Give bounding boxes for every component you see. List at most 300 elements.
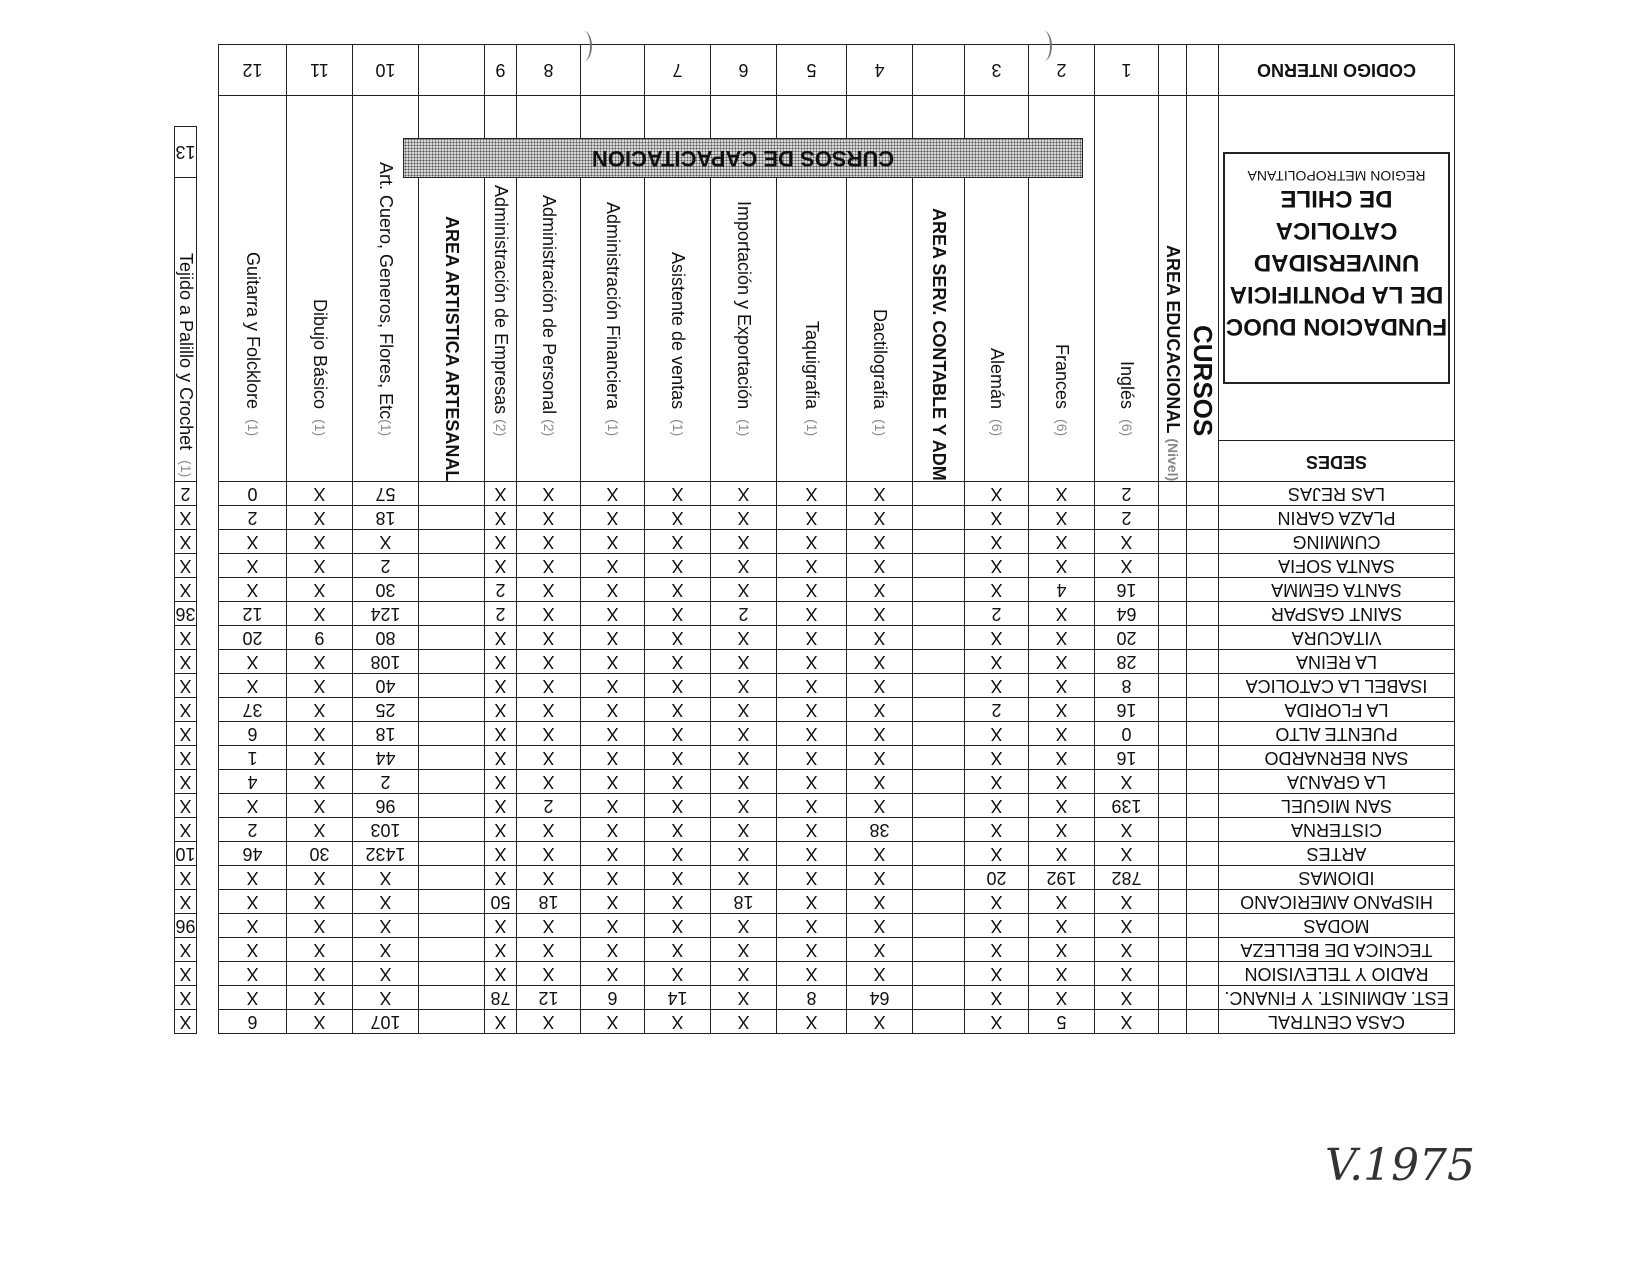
enrollment-cell: 1: [219, 746, 287, 770]
enrollment-cell: X: [1029, 650, 1095, 674]
enrollment-cell: X: [777, 674, 847, 698]
enrollment-cell: X: [965, 962, 1029, 986]
enrollment-cell: X: [1029, 482, 1095, 506]
enrollment-cell: 96: [353, 794, 419, 818]
enrollment-cell: X: [645, 722, 711, 746]
separator-cell: [1159, 842, 1187, 866]
enrollment-cell: X: [517, 818, 581, 842]
enrollment-cell: X: [175, 698, 197, 722]
enrollment-cell: 2: [517, 794, 581, 818]
enrollment-cell: X: [711, 722, 777, 746]
code-5: 5: [777, 45, 847, 96]
enrollment-cell: X: [287, 602, 353, 626]
enrollment-cell: 46: [219, 842, 287, 866]
area-contable-header: AREA SERV. CONTABLE Y ADM: [913, 96, 965, 482]
punch-hole-left: [576, 31, 592, 61]
enrollment-cell: 40: [353, 674, 419, 698]
sede-name: EST. ADMINIST. Y FINANC.: [1219, 986, 1455, 1010]
separator-cell: [913, 482, 965, 506]
enrollment-cell: 96: [175, 914, 197, 938]
enrollment-cell: X: [287, 818, 353, 842]
enrollment-cell: X: [485, 506, 517, 530]
enrollment-cell: X: [353, 530, 419, 554]
enrollment-cell: X: [581, 794, 645, 818]
separator-cell: [1159, 530, 1187, 554]
enrollment-cell: X: [847, 554, 913, 578]
sede-row: [219, 554, 1455, 578]
enrollment-cell: 18: [517, 890, 581, 914]
enrollment-cell: X: [1029, 914, 1095, 938]
area-artistica-header: AREA ARTISTICA ARTESANAL: [419, 96, 485, 482]
enrollment-cell: 4: [219, 770, 287, 794]
separator-cell: [1187, 818, 1219, 842]
enrollment-cell: 20: [1095, 626, 1159, 650]
separator-cell: [913, 938, 965, 962]
enrollment-cell: X: [645, 530, 711, 554]
enrollment-cell: X: [287, 578, 353, 602]
enrollment-cell: X: [219, 674, 287, 698]
sede-row: [219, 650, 1455, 674]
enrollment-cell: X: [517, 842, 581, 866]
punch-hole-right: [1036, 31, 1052, 61]
code-1: 1: [1095, 45, 1159, 96]
enrollment-cell: X: [581, 722, 645, 746]
separator-cell: [1187, 986, 1219, 1010]
sede-row: [219, 986, 1455, 1010]
code-2: 2: [1029, 45, 1095, 96]
enrollment-cell: X: [711, 866, 777, 890]
enrollment-cell: 4: [1029, 578, 1095, 602]
enrollment-cell: X: [777, 842, 847, 866]
enrollment-cell: X: [711, 986, 777, 1010]
separator-cell: [419, 554, 485, 578]
sede-row: [219, 842, 1455, 866]
enrollment-cell: X: [965, 746, 1029, 770]
enrollment-cell: X: [485, 818, 517, 842]
enrollment-cell: X: [581, 530, 645, 554]
enrollment-cell: X: [847, 650, 913, 674]
sede-row: [219, 482, 1455, 506]
enrollment-cell: X: [1095, 890, 1159, 914]
course-name-admin-financiera: Administración Financiera (1): [581, 96, 645, 482]
enrollment-cell: X: [581, 650, 645, 674]
enrollment-cell: X: [485, 482, 517, 506]
separator-cell: [419, 650, 485, 674]
separator-cell: [1187, 602, 1219, 626]
enrollment-cell: X: [777, 554, 847, 578]
enrollment-cell: X: [645, 890, 711, 914]
enrollment-cell: X: [847, 962, 913, 986]
sede-name: LA FLORIDA: [1219, 698, 1455, 722]
sede-name: CASA CENTRAL: [1219, 1010, 1455, 1034]
enrollment-cell: X: [485, 938, 517, 962]
separator-cell: [1159, 986, 1187, 1010]
separator-cell: [1159, 506, 1187, 530]
enrollment-cell: X: [777, 962, 847, 986]
enrollment-cell: X: [1095, 914, 1159, 938]
code-7: 7: [645, 45, 711, 96]
enrollment-cell: 2: [353, 770, 419, 794]
enrollment-cell: 6: [581, 986, 645, 1010]
code-10: 10: [353, 45, 419, 96]
enrollment-cell: X: [581, 602, 645, 626]
separator-cell: [1187, 698, 1219, 722]
enrollment-cell: X: [287, 986, 353, 1010]
separator-cell: [1159, 626, 1187, 650]
sedes-header: SEDES: [1219, 441, 1455, 482]
enrollment-cell: X: [965, 938, 1029, 962]
enrollment-cell: X: [485, 770, 517, 794]
separator-cell: [1159, 602, 1187, 626]
course-name-row: [219, 441, 1455, 482]
code-blank-c: [913, 45, 965, 96]
sede-row: [219, 890, 1455, 914]
enrollment-cell: X: [1029, 818, 1095, 842]
enrollment-cell: X: [965, 914, 1029, 938]
sede-name: SANTA SOFIA: [1219, 554, 1455, 578]
enrollment-cell: X: [847, 1010, 913, 1034]
enrollment-cell: X: [847, 938, 913, 962]
institution-logo-box: [1223, 152, 1450, 384]
enrollment-cell: X: [847, 794, 913, 818]
enrollment-cell: X: [847, 602, 913, 626]
separator-cell: [913, 626, 965, 650]
course-name-10: Art. Cuero, Generos, Flores, Etc(1): [353, 96, 419, 482]
enrollment-cell: X: [1029, 746, 1095, 770]
code-12: 12: [219, 45, 287, 96]
enrollment-cell: X: [645, 866, 711, 890]
sede-name: VITACURA: [1219, 626, 1455, 650]
enrollment-cell: 16: [1095, 746, 1159, 770]
sede-name: IDIOMAS: [1219, 866, 1455, 890]
enrollment-cell: X: [965, 554, 1029, 578]
enrollment-cell: X: [1095, 530, 1159, 554]
separator-cell: [1159, 818, 1187, 842]
separator-cell: [419, 818, 485, 842]
course-13-table: [174, 126, 197, 1034]
enrollment-cell: X: [1095, 818, 1159, 842]
separator-cell: [1187, 842, 1219, 866]
enrollment-cell: X: [353, 890, 419, 914]
enrollment-cell: X: [777, 1010, 847, 1034]
enrollment-cell: X: [581, 626, 645, 650]
separator-cell: [1187, 962, 1219, 986]
separator-cell: [913, 506, 965, 530]
sede-name: LA GRANJA: [1219, 770, 1455, 794]
separator-cell: [1159, 674, 1187, 698]
sede-name: PUENTE ALTO: [1219, 722, 1455, 746]
enrollment-cell: X: [777, 770, 847, 794]
enrollment-cell: X: [517, 578, 581, 602]
enrollment-cell: X: [847, 530, 913, 554]
enrollment-cell: X: [1095, 962, 1159, 986]
enrollment-cell: X: [1095, 938, 1159, 962]
enrollment-cell: X: [287, 674, 353, 698]
enrollment-cell: 2: [219, 818, 287, 842]
enrollment-cell: X: [777, 506, 847, 530]
enrollment-cell: X: [1029, 554, 1095, 578]
separator-cell: [913, 578, 965, 602]
separator-cell: [1187, 866, 1219, 890]
separator-cell: [419, 914, 485, 938]
enrollment-cell: 8: [777, 986, 847, 1010]
enrollment-cell: X: [711, 578, 777, 602]
separator-cell: [419, 674, 485, 698]
enrollment-cell: X: [175, 578, 197, 602]
enrollment-cell: 2: [711, 602, 777, 626]
enrollment-cell: X: [175, 770, 197, 794]
enrollment-cell: 107: [353, 1010, 419, 1034]
enrollment-cell: 2: [353, 554, 419, 578]
course-name-3: Alemán (6): [965, 96, 1029, 482]
sede-name: SAN BERNARDO: [1219, 746, 1455, 770]
enrollment-cell: X: [517, 698, 581, 722]
enrollment-cell: X: [517, 602, 581, 626]
enrollment-cell: 192: [1029, 866, 1095, 890]
enrollment-cell: X: [517, 674, 581, 698]
enrollment-cell: X: [847, 674, 913, 698]
region-label: REGION METROPOLITANA: [1247, 168, 1426, 185]
enrollment-cell: X: [1095, 770, 1159, 794]
sede-name: LAS REJAS: [1219, 482, 1455, 506]
enrollment-cell: X: [711, 626, 777, 650]
separator-cell: [1187, 770, 1219, 794]
enrollment-cell: X: [485, 626, 517, 650]
separator-cell: [1187, 890, 1219, 914]
enrollment-cell: X: [287, 866, 353, 890]
separator-cell: [1187, 482, 1219, 506]
separator-cell: [913, 602, 965, 626]
enrollment-cell: X: [645, 938, 711, 962]
enrollment-cell: X: [1029, 794, 1095, 818]
enrollment-cell: 37: [219, 698, 287, 722]
enrollment-cell: X: [777, 938, 847, 962]
enrollment-cell: X: [645, 962, 711, 986]
enrollment-cell: X: [965, 770, 1029, 794]
enrollment-cell: X: [517, 914, 581, 938]
handwritten-note: V.1975: [1325, 1140, 1476, 1191]
sede-name: HISPANO AMERICANO: [1219, 890, 1455, 914]
sede-name: RADIO Y TELEVISION: [1219, 962, 1455, 986]
separator-cell: [419, 842, 485, 866]
enrollment-cell: 57: [353, 482, 419, 506]
enrollment-cell: X: [1095, 554, 1159, 578]
separator-cell: [1187, 938, 1219, 962]
enrollment-cell: X: [847, 746, 913, 770]
separator-cell: [1187, 506, 1219, 530]
enrollment-cell: X: [353, 962, 419, 986]
sede-row: [219, 530, 1455, 554]
enrollment-cell: X: [219, 530, 287, 554]
enrollment-cell: X: [175, 674, 197, 698]
separator-cell: [1187, 914, 1219, 938]
enrollment-cell: X: [219, 986, 287, 1010]
enrollment-cell: X: [353, 866, 419, 890]
enrollment-cell: X: [581, 698, 645, 722]
enrollment-cell: X: [711, 1010, 777, 1034]
enrollment-cell: 9: [287, 626, 353, 650]
enrollment-cell: X: [965, 986, 1029, 1010]
cursos-header: CURSOS: [1187, 96, 1219, 482]
enrollment-cell: X: [645, 746, 711, 770]
institution-name: FUNDACION DUOC DE LA PONTIFICIA UNIVERSIDAD CATOLICA DE CHILE: [1225, 185, 1448, 341]
enrollment-cell: 44: [353, 746, 419, 770]
code-4: 4: [847, 45, 913, 96]
enrollment-cell: X: [287, 914, 353, 938]
enrollment-cell: X: [353, 938, 419, 962]
enrollment-cell: X: [847, 698, 913, 722]
separator-cell: [913, 866, 965, 890]
separator-cell: [1159, 650, 1187, 674]
enrollment-cell: X: [645, 650, 711, 674]
enrollment-cell: 20: [965, 866, 1029, 890]
separator-cell: [419, 986, 485, 1010]
enrollment-cell: X: [219, 914, 287, 938]
separator-cell: [419, 722, 485, 746]
enrollment-cell: X: [777, 650, 847, 674]
enrollment-cell: 0: [219, 482, 287, 506]
enrollment-cell: X: [485, 554, 517, 578]
separator-cell: [1159, 722, 1187, 746]
enrollment-cell: X: [485, 1010, 517, 1034]
sede-row: [219, 914, 1455, 938]
enrollment-cell: X: [645, 842, 711, 866]
enrollment-cell: X: [777, 698, 847, 722]
enrollment-cell: X: [777, 530, 847, 554]
enrollment-cell: X: [175, 746, 197, 770]
enrollment-cell: X: [1029, 986, 1095, 1010]
enrollment-cell: 16: [1095, 578, 1159, 602]
enrollment-cell: X: [175, 818, 197, 842]
sede-row: [219, 626, 1455, 650]
enrollment-cell: X: [175, 506, 197, 530]
enrollment-cell: X: [965, 842, 1029, 866]
enrollment-cell: 2: [965, 698, 1029, 722]
enrollment-cell: X: [965, 794, 1029, 818]
enrollment-cell: X: [219, 962, 287, 986]
enrollment-cell: 38: [847, 818, 913, 842]
separator-cell: [913, 1010, 965, 1034]
code-blank-b: [1159, 45, 1187, 96]
sede-row: [219, 746, 1455, 770]
enrollment-cell: X: [517, 650, 581, 674]
enrollment-cell: X: [581, 770, 645, 794]
enrollment-cell: X: [287, 1010, 353, 1034]
enrollment-cell: 25: [353, 698, 419, 722]
enrollment-cell: X: [219, 578, 287, 602]
enrollment-cell: X: [965, 506, 1029, 530]
separator-cell: [1187, 674, 1219, 698]
enrollment-cell: X: [645, 770, 711, 794]
code-11: 11: [287, 45, 353, 96]
separator-cell: [1159, 962, 1187, 986]
enrollment-cell: 30: [353, 578, 419, 602]
enrollment-cell: X: [965, 626, 1029, 650]
sede-name: SANTA GEMMA: [1219, 578, 1455, 602]
enrollment-cell: X: [847, 890, 913, 914]
enrollment-cell: X: [777, 722, 847, 746]
enrollment-cell: X: [711, 554, 777, 578]
enrollment-cell: X: [485, 674, 517, 698]
enrollment-cell: X: [287, 650, 353, 674]
enrollment-cell: X: [175, 962, 197, 986]
enrollment-cell: X: [1095, 842, 1159, 866]
separator-cell: [1187, 626, 1219, 650]
enrollment-cell: X: [287, 794, 353, 818]
sede-row: [219, 938, 1455, 962]
enrollment-cell: X: [711, 770, 777, 794]
enrollment-cell: 12: [517, 986, 581, 1010]
sede-name: LA REINA: [1219, 650, 1455, 674]
enrollment-cell: X: [847, 722, 913, 746]
sede-name: CISTERNA: [1219, 818, 1455, 842]
sede-row: [219, 770, 1455, 794]
enrollment-cell: X: [517, 506, 581, 530]
enrollment-cell: X: [485, 746, 517, 770]
enrollment-cell: 14: [645, 986, 711, 1010]
enrollment-cell: X: [517, 938, 581, 962]
enrollment-cell: X: [517, 482, 581, 506]
enrollment-cell: X: [287, 722, 353, 746]
codigo-interno-label: CODIGO INTERNO: [1219, 45, 1455, 96]
course-name-13: Tejido a Palillo y Crochet (1): [175, 178, 197, 482]
area-educacional-header: AREA EDUCACIONAL (Nivel): [1159, 96, 1187, 482]
enrollment-cell: X: [777, 626, 847, 650]
enrollment-cell: X: [287, 962, 353, 986]
separator-cell: [1187, 1010, 1219, 1034]
enrollment-cell: 2: [1095, 506, 1159, 530]
enrollment-cell: X: [777, 914, 847, 938]
enrollment-cell: X: [581, 818, 645, 842]
separator-cell: [419, 1010, 485, 1034]
enrollment-cell: X: [219, 866, 287, 890]
separator-cell: [913, 770, 965, 794]
course-name-12: Guitarra y Folcklore (1): [219, 96, 287, 482]
sede-row: [219, 794, 1455, 818]
enrollment-cell: X: [581, 914, 645, 938]
enrollment-cell: X: [645, 482, 711, 506]
separator-cell: [913, 650, 965, 674]
enrollment-cell: X: [485, 962, 517, 986]
enrollment-cell: 2: [175, 482, 197, 506]
enrollment-cell: X: [175, 866, 197, 890]
enrollment-cell: X: [175, 938, 197, 962]
enrollment-cell: X: [711, 674, 777, 698]
enrollment-cell: X: [175, 986, 197, 1010]
sede-row: [219, 578, 1455, 602]
enrollment-cell: X: [777, 866, 847, 890]
enrollment-cell: X: [485, 698, 517, 722]
enrollment-cell: X: [645, 674, 711, 698]
enrollment-cell: X: [581, 962, 645, 986]
enrollment-cell: 10: [175, 842, 197, 866]
enrollment-cell: 20: [219, 626, 287, 650]
enrollment-cell: X: [847, 506, 913, 530]
enrollment-cell: X: [645, 818, 711, 842]
enrollment-cell: X: [711, 698, 777, 722]
separator-cell: [913, 554, 965, 578]
enrollment-cell: 80: [353, 626, 419, 650]
enrollment-cell: 0: [1095, 722, 1159, 746]
enrollment-cell: X: [175, 530, 197, 554]
enrollment-cell: X: [645, 794, 711, 818]
sede-name: PLAZA GARIN: [1219, 506, 1455, 530]
sede-row: [219, 722, 1455, 746]
enrollment-cell: 6: [219, 1010, 287, 1034]
enrollment-cell: X: [1029, 530, 1095, 554]
separator-cell: [1159, 554, 1187, 578]
enrollment-cell: X: [287, 698, 353, 722]
